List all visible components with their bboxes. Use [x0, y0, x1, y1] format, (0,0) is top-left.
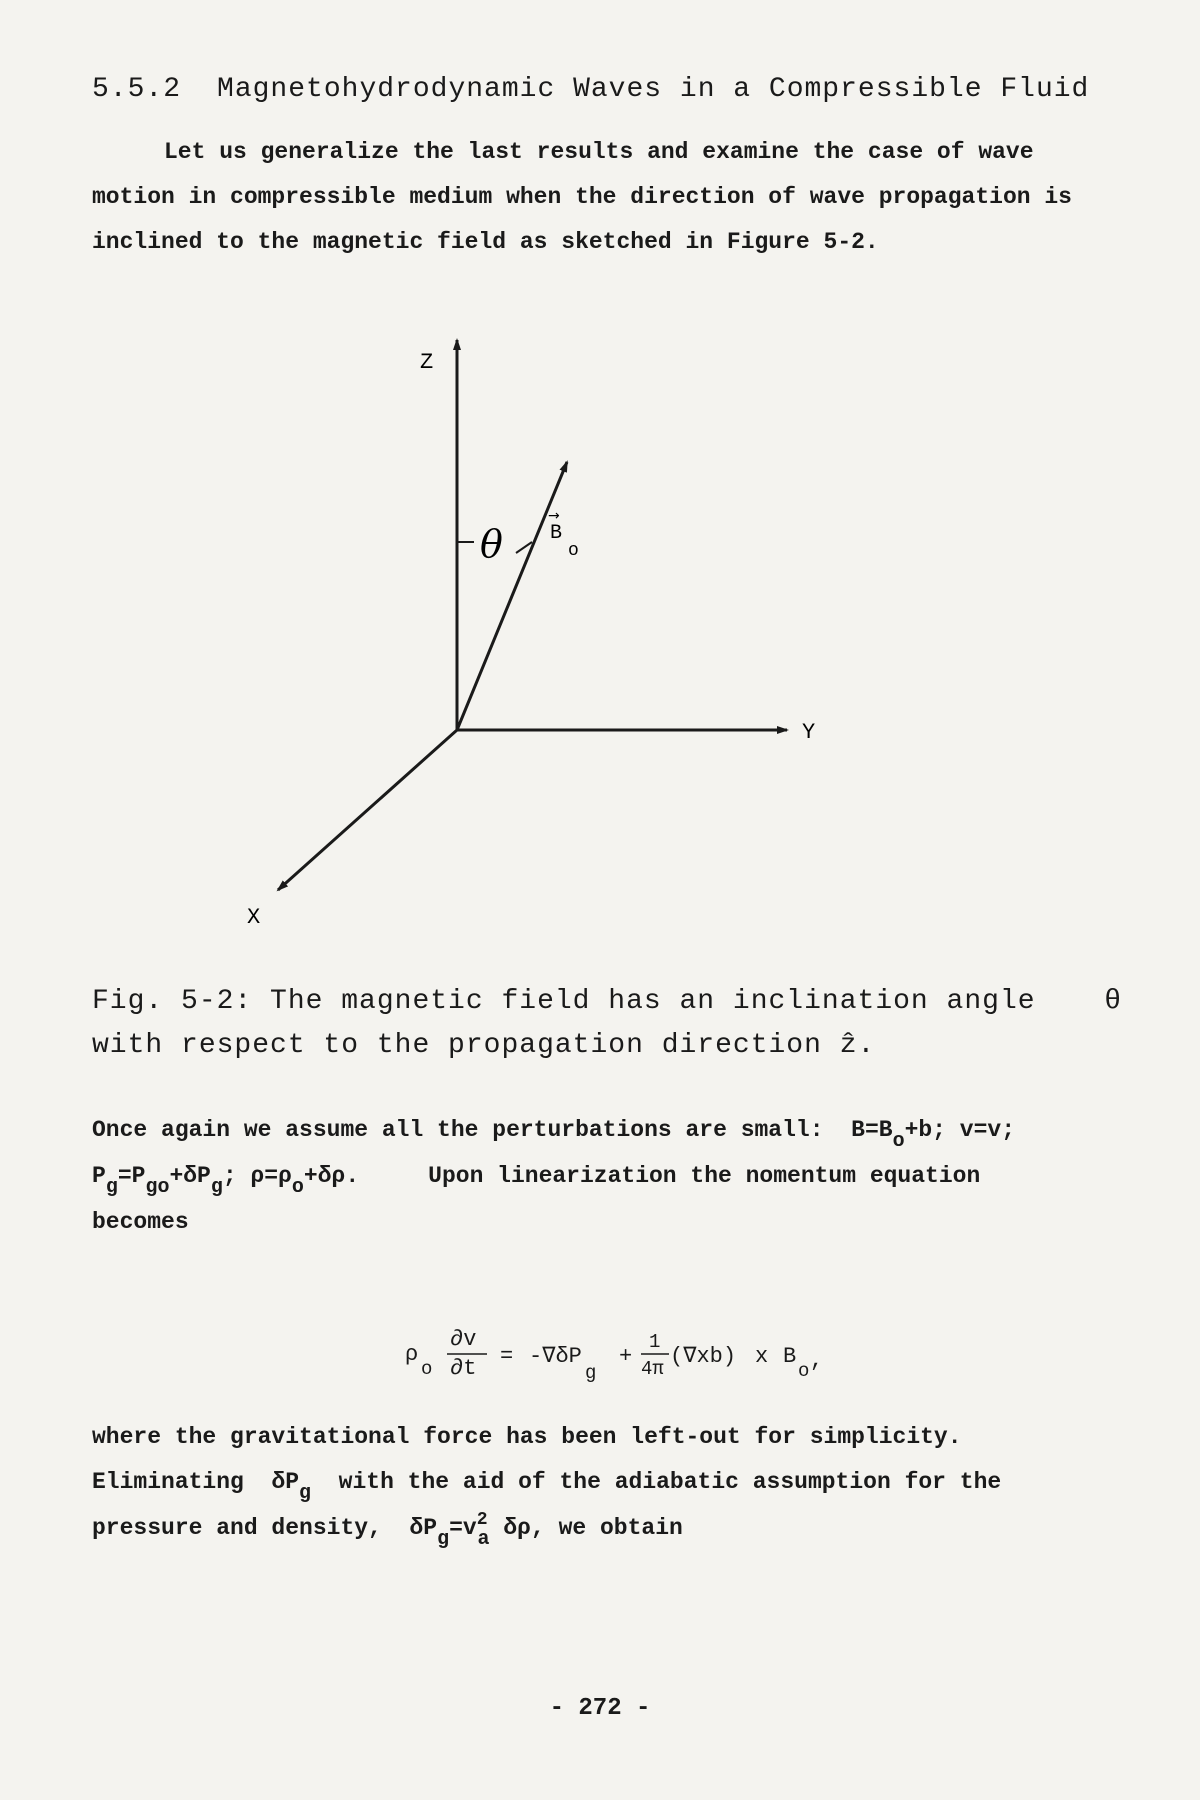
theta-label: θ: [480, 522, 503, 566]
z-axis-label: Z: [420, 350, 434, 375]
momentum-equation: [405, 1310, 925, 1408]
intro-text: Let us generalize the last results and examine the case of wave motion in compressible medium when the direction of wave propagation is inclined to the magnetic field as sketched in Figure 5-2.: [92, 139, 1072, 255]
x-axis-line: [278, 730, 457, 890]
eq-frac-den: 4π: [641, 1358, 664, 1380]
eq-cross: x: [755, 1344, 769, 1369]
x-axis-label: X: [247, 905, 261, 930]
caption-line-1: Fig. 5-2: The magnetic field has an inclination angle: [92, 986, 1036, 1017]
eq-rho-sub: o: [421, 1358, 433, 1380]
closing-line-3: pressure and density, $\delta Pg=v^2a$ δρ, we obtain: [92, 1510, 683, 1551]
eq-frac-num: 1: [649, 1331, 661, 1353]
b-vector-label: B: [550, 522, 563, 545]
eq-grad-term: -∇δP: [529, 1344, 582, 1369]
section-number: 5.5.2: [92, 74, 182, 105]
eq-denominator: ∂t: [450, 1356, 477, 1381]
b-vector-arrow-glyph: →: [548, 508, 560, 524]
closing-line-2: Eliminating δPg with the aid of the adiabatic assumption for the: [92, 1469, 1002, 1505]
closing-line-1: where the gravitational force has been left-out for simplicity.: [92, 1424, 962, 1450]
eq-equals: =: [500, 1344, 514, 1369]
perturbation-text-b: Upon linearization the nomentum equation: [428, 1163, 981, 1189]
caption-angle: θ: [1104, 986, 1122, 1017]
eq-b0-sub: o: [798, 1360, 810, 1382]
eq-comma: ,: [810, 1348, 824, 1373]
y-axis-label: Y: [802, 720, 816, 745]
eq-grad-sub: g: [585, 1362, 597, 1384]
perturbation-text-c: becomes: [92, 1209, 189, 1235]
section-title: Magnetohydrodynamic Waves in a Compressible Fluid: [217, 74, 1090, 105]
eq-numerator: ∂v: [450, 1327, 477, 1352]
perturbation-paragraph: [92, 1108, 1102, 1245]
perturbation-text-a: Once again we assume all the perturbations are small:: [92, 1117, 824, 1143]
momentum-equation-svg: [405, 1310, 925, 1400]
eq-plus: +: [619, 1344, 633, 1369]
pressure-perturbation-eq: Pg=Pgo+δPg: [92, 1163, 223, 1199]
density-perturbation-eq: ; ρ=ρo+δρ.: [222, 1163, 360, 1199]
eq-curl-term: (∇xb): [670, 1344, 737, 1369]
eq-rho: ρ: [405, 1342, 419, 1367]
figure-caption: [92, 980, 1122, 1068]
eq-b0: B: [783, 1344, 797, 1369]
page-number: - 272 -: [549, 1695, 651, 1722]
caption-line-2: with respect to the propagation direction ẑ.: [92, 1030, 876, 1061]
b-vector-subscript: o: [568, 541, 579, 561]
b-vector-line: [457, 462, 567, 730]
closing-paragraph: [92, 1415, 1102, 1553]
field-perturbation-eq: B=Bo+b; v=v;: [851, 1117, 1015, 1153]
